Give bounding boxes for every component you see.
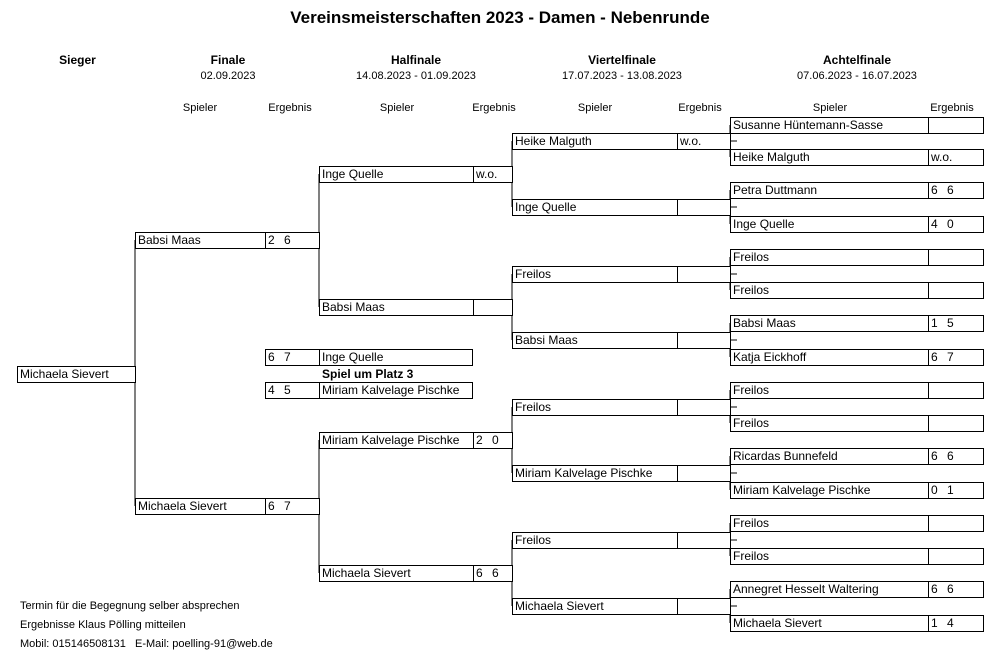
r16-player-name: Babsi Maas <box>730 315 930 332</box>
sf-player-name: Miriam Kalvelage Pischke <box>319 432 475 449</box>
qf-player-score <box>677 266 731 283</box>
r16-player-score: 1 5 <box>928 315 984 332</box>
qf-player-name: Freilos <box>512 399 679 416</box>
round-date-halbfinale: 14.08.2023 - 01.09.2023 <box>356 70 476 82</box>
qf-player-name: Freilos <box>512 266 679 283</box>
qf-player-name: Michaela Sievert <box>512 598 679 615</box>
r16-player-name: Inge Quelle <box>730 216 930 233</box>
col-label-ergebnis: Ergebnis <box>678 102 722 114</box>
final-player-score: 2 6 <box>265 232 320 249</box>
r16-player-name: Freilos <box>730 249 930 266</box>
r16-player-name: Heike Malguth <box>730 149 930 166</box>
r16-player-name: Freilos <box>730 382 930 399</box>
round-date-viertelfinale: 17.07.2023 - 13.08.2023 <box>562 70 682 82</box>
sf-player-name: Babsi Maas <box>319 299 475 316</box>
r16-player-name: Katja Eickhoff <box>730 349 930 366</box>
sf-player-score <box>473 299 513 316</box>
col-label-ergebnis: Ergebnis <box>472 102 516 114</box>
r16-player-score <box>928 415 984 432</box>
r16-player-name: Susanne Hüntemann-Sasse <box>730 117 930 134</box>
footer-line: Ergebnisse Klaus Pölling mitteilen <box>20 619 186 631</box>
qf-player-score <box>677 332 731 349</box>
r16-player-score: 6 7 <box>928 349 984 366</box>
r16-player-score <box>928 249 984 266</box>
r16-player-name: Freilos <box>730 548 930 565</box>
sf-player-name: Michaela Sievert <box>319 565 475 582</box>
page-title: Vereinsmeisterschaften 2023 - Damen - Nebenrunde <box>290 8 710 27</box>
qf-player-name: Heike Malguth <box>512 133 679 150</box>
round-header-halbfinale: Halfinale <box>390 53 441 67</box>
round-header-viertelfinale: Viertelfinale <box>588 53 656 67</box>
final-player-name: Babsi Maas <box>135 232 267 249</box>
qf-player-score <box>677 532 731 549</box>
r16-player-name: Freilos <box>730 515 930 532</box>
sf-player-name: Inge Quelle <box>319 166 475 183</box>
third-place-player: Inge Quelle <box>319 349 473 366</box>
third-place-score: 4 5 <box>265 382 320 399</box>
qf-player-name: Babsi Maas <box>512 332 679 349</box>
round-date-finale: 02.09.2023 <box>200 70 256 82</box>
footer-contact: Mobil: 015146508131 E-Mail: poelling-91@web.de <box>20 638 273 650</box>
r16-player-name: Annegret Hesselt Waltering <box>730 581 930 598</box>
qf-player-name: Freilos <box>512 532 679 549</box>
r16-player-score: w.o. <box>928 149 984 166</box>
r16-player-name: Ricardas Bunnefeld <box>730 448 930 465</box>
sf-player-score: w.o. <box>473 166 513 183</box>
third-place-player: Miriam Kalvelage Pischke <box>319 382 473 399</box>
col-label-spieler: Spieler <box>577 102 613 114</box>
r16-player-name: Freilos <box>730 282 930 299</box>
final-player-score: 6 7 <box>265 498 320 515</box>
qf-player-score <box>677 199 731 216</box>
r16-player-score <box>928 117 984 134</box>
third-place-label: Spiel um Platz 3 <box>322 367 414 381</box>
r16-player-score <box>928 515 984 532</box>
qf-player-score: w.o. <box>677 133 731 150</box>
r16-player-score: 6 6 <box>928 448 984 465</box>
round-header-sieger: Sieger <box>59 53 96 67</box>
col-label-ergebnis: Ergebnis <box>268 102 312 114</box>
r16-player-score: 1 4 <box>928 615 984 632</box>
col-label-spieler: Spieler <box>182 102 218 114</box>
qf-player-name: Inge Quelle <box>512 199 679 216</box>
qf-player-score <box>677 598 731 615</box>
round-header-finale: Finale <box>210 53 246 67</box>
r16-player-score: 4 0 <box>928 216 984 233</box>
qf-player-score <box>677 465 731 482</box>
r16-player-score: 6 6 <box>928 182 984 199</box>
col-label-ergebnis: Ergebnis <box>930 102 974 114</box>
r16-player-name: Petra Duttmann <box>730 182 930 199</box>
winner-name: Michaela Sievert <box>17 366 136 383</box>
r16-player-score <box>928 382 984 399</box>
col-label-spieler: Spieler <box>812 102 848 114</box>
r16-player-score <box>928 548 984 565</box>
qf-player-score <box>677 399 731 416</box>
final-player-name: Michaela Sievert <box>135 498 267 515</box>
round-date-achtelfinale: 07.06.2023 - 16.07.2023 <box>797 70 917 82</box>
r16-player-score <box>928 282 984 299</box>
qf-player-name: Miriam Kalvelage Pischke <box>512 465 679 482</box>
r16-player-name: Miriam Kalvelage Pischke <box>730 482 930 499</box>
r16-player-name: Freilos <box>730 415 930 432</box>
sf-player-score: 2 0 <box>473 432 513 449</box>
footer-line: Termin für die Begegnung selber absprechen <box>20 600 240 612</box>
round-header-achtelfinale: Achtelfinale <box>822 53 891 67</box>
col-label-spieler: Spieler <box>379 102 415 114</box>
r16-player-score: 0 1 <box>928 482 984 499</box>
third-place-score: 6 7 <box>265 349 320 366</box>
r16-player-name: Michaela Sievert <box>730 615 930 632</box>
footer-notes <box>20 597 320 654</box>
r16-player-score: 6 6 <box>928 581 984 598</box>
sf-player-score: 6 6 <box>473 565 513 582</box>
